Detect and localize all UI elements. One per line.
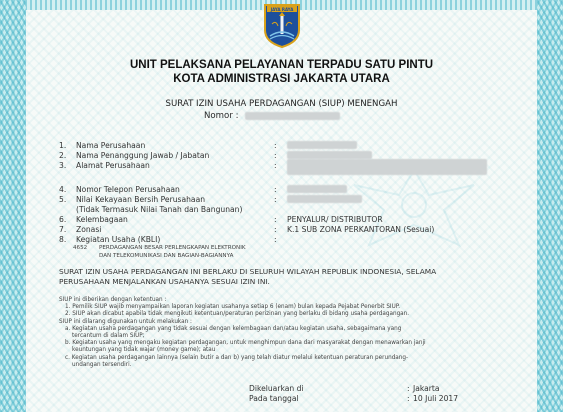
field-num: 6. bbox=[59, 215, 67, 224]
nomor-row bbox=[204, 111, 340, 121]
statement-line-1: SURAT IZIN USAHA PERDAGANGAN INI BERLAKU DI SELURUH WILAYAH REPUBLIK INDONESIA, SELAMA bbox=[59, 267, 437, 276]
field-num: 4. bbox=[59, 185, 67, 194]
field-colon: : bbox=[274, 195, 277, 204]
field-colon: : bbox=[274, 141, 277, 150]
note-2: 2. SIUP akan dicabut apabila tidak mengikuti ketentuan/peraturan perizinan yang berlaku di bidang usaha perdagangan. bbox=[65, 311, 410, 318]
issuer-header bbox=[34, 58, 529, 86]
field-num: 1. bbox=[59, 141, 67, 150]
issuer-line-2: KOTA ADMINISTRASI JAKARTA UTARA bbox=[173, 73, 390, 85]
note-1: 1. Pemilik SIUP wajib menyampaikan laporan kegiatan usahanya setiap 6 (enam) bulan kepada Pejabat Penerbit SIUP. bbox=[65, 304, 401, 311]
field-label-note: (Tidak Termasuk Nilai Tanah dan Bangunan) bbox=[76, 205, 243, 214]
prohibition-c: c. Kegiatan usaha perdagangan lainnya (selain butir a dan b) yang telah diatur melalui ketentuan peraturan perundang- bbox=[65, 354, 409, 361]
field-num: 2. bbox=[59, 151, 67, 160]
issued-value: Jakarta bbox=[413, 384, 440, 393]
date-colon: : bbox=[407, 394, 410, 403]
nomor-label: Nomor : bbox=[204, 111, 239, 121]
field-colon: : bbox=[274, 225, 277, 234]
date-label: Pada tanggal bbox=[249, 394, 299, 403]
issued-colon: : bbox=[407, 384, 410, 393]
field-colon: : bbox=[274, 235, 277, 244]
field-colon: : bbox=[274, 215, 277, 224]
field-num: 7. bbox=[59, 225, 67, 234]
field-label: Nama Penanggung Jawab / Jabatan bbox=[76, 151, 210, 160]
notes-intro-2: SIUP ini dilarang digunakan untuk melakukan : bbox=[59, 318, 192, 325]
field-num: 3. bbox=[59, 161, 67, 170]
field-label: Zonasi bbox=[76, 225, 102, 234]
field-colon: : bbox=[274, 185, 277, 194]
notes-intro: SIUP ini diberikan dengan ketentuan : bbox=[59, 297, 167, 303]
left-ornamental-border bbox=[0, 0, 26, 412]
kbli-code: 4652 bbox=[73, 245, 88, 251]
validity-statement bbox=[59, 267, 509, 287]
redacted-value bbox=[287, 151, 372, 159]
prohibition-a-cont: tercantum di dalam SIUP; bbox=[72, 333, 145, 340]
prohibition-b: b. Kegiatan usaha yang mengaku kegiatan perdagangan, untuk menghimpun dana dari masyarakat dengan menawarkan janji bbox=[65, 340, 426, 347]
issued-label: Dikeluarkan di bbox=[249, 384, 304, 393]
prohibition-c-cont: undangan tersendiri. bbox=[72, 361, 132, 368]
field-value: K.1 SUB ZONA PERKANTORAN (Sesuai) bbox=[287, 225, 435, 234]
prohibition-a: a. Kegiatan usaha perdagangan yang tidak sesuai dengan kelembagaan dan/atau kegiatan usaha, sebagaimana yang bbox=[65, 325, 402, 332]
field-num: 5. bbox=[59, 195, 67, 204]
field-label: Alamat Perusahaan bbox=[76, 161, 150, 170]
field-label: Kegiatan Usaha (KBLI) bbox=[76, 235, 161, 244]
field-label: Nama Perusahaan bbox=[76, 141, 146, 150]
field-colon: : bbox=[274, 151, 277, 160]
kbli-desc-line-2: DAN TELEKOMUNIKASI DAN BAGIAN-BAGIANNYA bbox=[99, 253, 234, 259]
redacted-nomor bbox=[245, 112, 340, 120]
right-ornamental-border bbox=[537, 0, 563, 412]
terms-notes bbox=[59, 297, 514, 369]
issuer-line-1: UNIT PELAKSANA PELAYANAN TERPADU SATU PINTU bbox=[129, 59, 434, 71]
date-value: 10 Juli 2017 bbox=[413, 394, 459, 403]
jakarta-seal-icon bbox=[262, 2, 302, 48]
redacted-value bbox=[287, 195, 362, 203]
kbli-desc-line-1: PERDAGANGAN BESAR PERLENGKAPAN ELEKTRONIK bbox=[99, 245, 246, 251]
certificate-content bbox=[34, 0, 529, 412]
field-label: Nilai Kekayaan Bersih Perusahaan bbox=[76, 195, 206, 204]
prohibition-b-cont: keuntungan yang tidak wajar (money game); atau bbox=[72, 347, 216, 354]
seal-text: JAYA RAYA bbox=[270, 7, 294, 12]
statement-line-2: PERUSAHAAN MENJALANKAN USAHANYA SESUAI IZIN INI. bbox=[59, 277, 270, 286]
field-num: 8. bbox=[59, 235, 67, 244]
redacted-value bbox=[287, 159, 487, 175]
redacted-value bbox=[287, 185, 347, 193]
field-colon: : bbox=[274, 161, 277, 170]
field-label: Nomor Telepon Perusahaan bbox=[76, 185, 180, 194]
field-label: Kelembagaan bbox=[76, 215, 128, 224]
document-title: SURAT IZIN USAHA PERDAGANGAN (SIUP) MENENGAH bbox=[165, 99, 398, 109]
field-value: PENYALUR/ DISTRIBUTOR bbox=[287, 215, 383, 224]
redacted-value bbox=[287, 141, 357, 149]
